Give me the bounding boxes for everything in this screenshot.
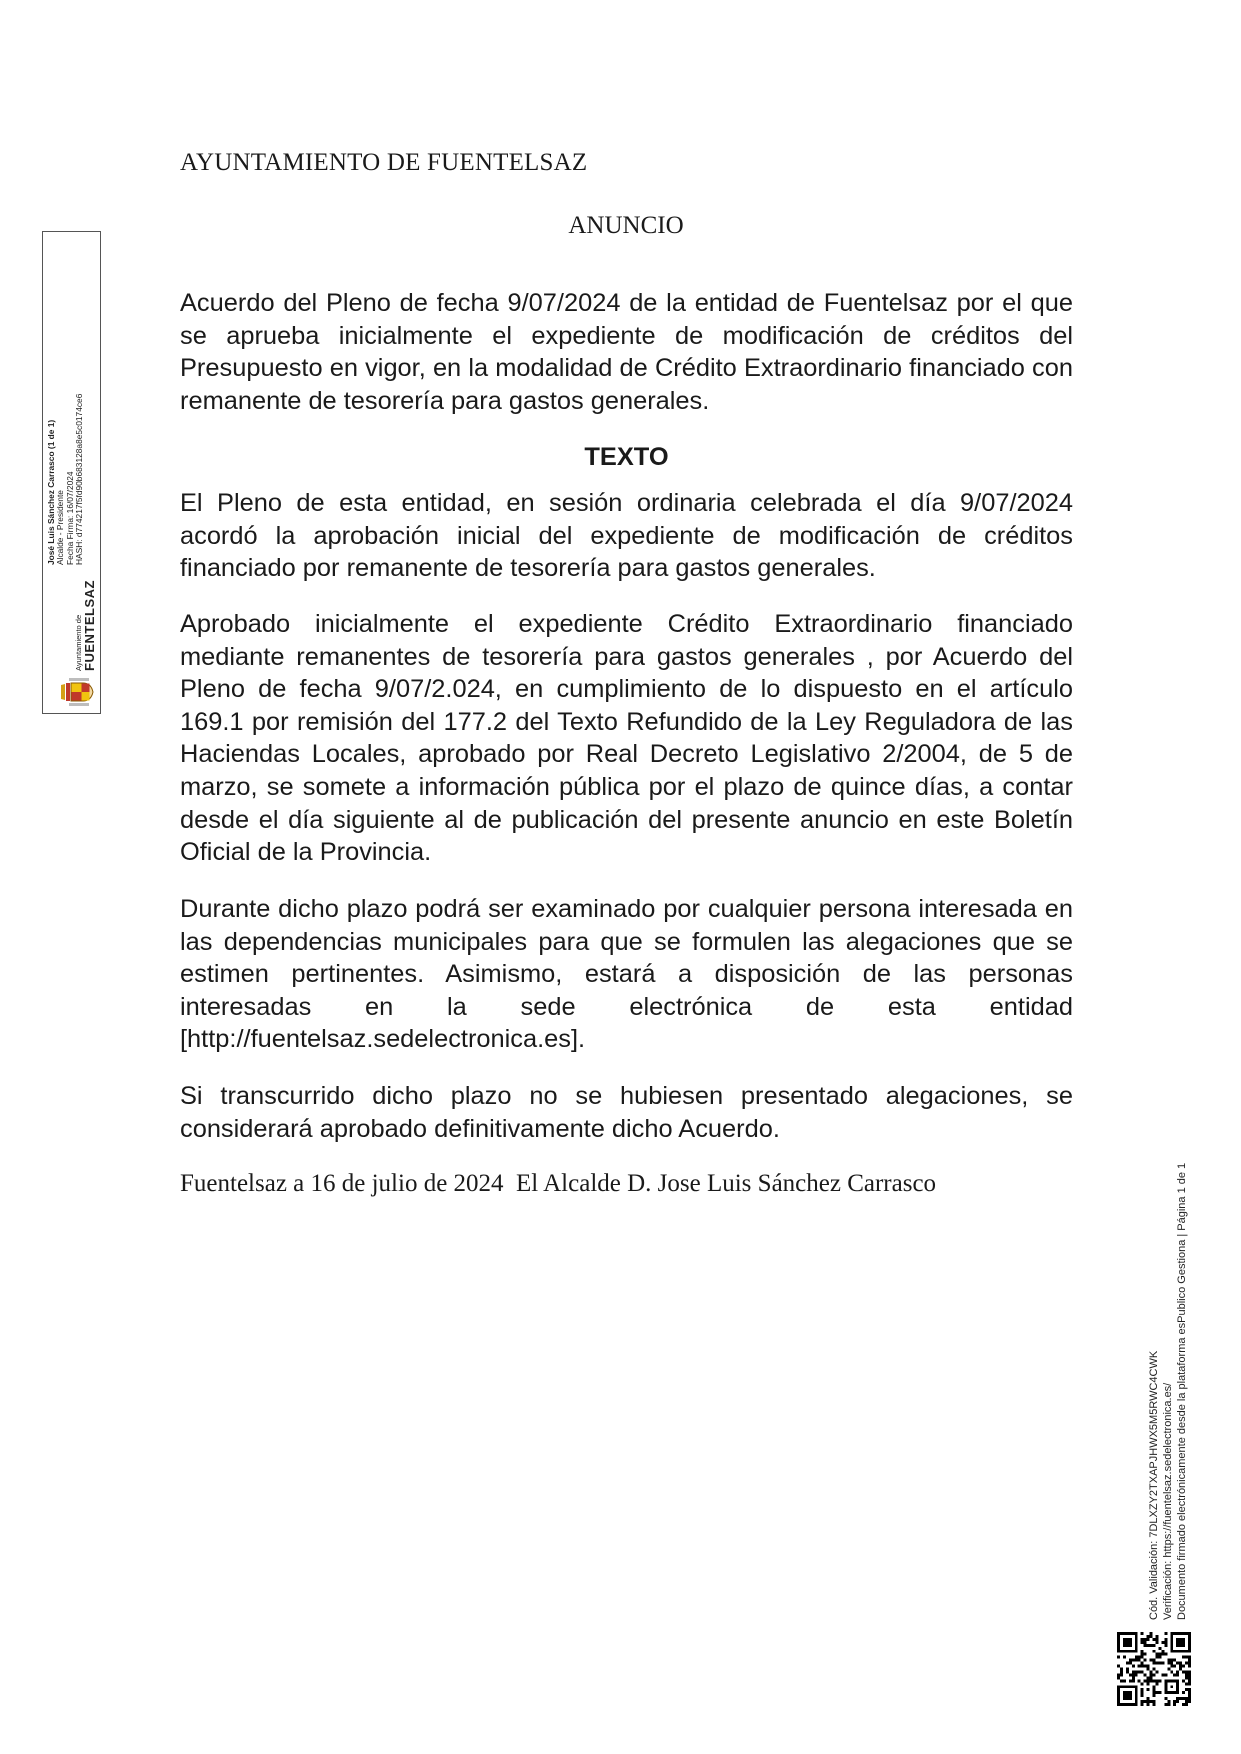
signature-stamp bbox=[42, 231, 101, 714]
stamp-signer-name: José Luis Sánchez Carrasco (1 de 1) bbox=[46, 419, 56, 565]
body-paragraph: Si transcurrido dicho plazo no se hubiesen presentado alegaciones, se considerará aprobado definitivamente dicho Acuerdo. bbox=[180, 1082, 1073, 1143]
verification-footer: Documento firmado electrónicamente desde la plataforma esPublico Gestiona | Página 1 de 1 bbox=[1176, 1162, 1189, 1620]
signature-stamp-content bbox=[43, 232, 102, 715]
stamp-hash: HASH: d774217f5fd90b683128a8e5c0174ce6 bbox=[74, 393, 85, 565]
verification-block bbox=[1147, 1100, 1201, 1620]
body-paragraph: Aprobado inicialmente el expediente Crédito Extraordinario financiado mediante remanentes de tesorería para gastos generales , por Acuerdo del Pleno de fecha 9/07/2.024, en cumplimiento de lo dispuesto en el artículo 169.1 por remisión del 177.2 del Texto Refundido de la Ley Reguladora de las Haciendas Locales, aprobado por Real Decreto Legislativo 2/2004, de 5 de marzo, se somete a información pública por el plazo de quince días, a contar desde el día siguiente al de publicación del presente anuncio en este Boletín Oficial de la Provincia. bbox=[180, 610, 1073, 867]
verification-content bbox=[1147, 1100, 1201, 1620]
section-title: TEXTO bbox=[584, 443, 669, 471]
body-paragraph: Durante dicho plazo podrá ser examinado por cualquier persona interesada en las dependencias municipales para que se formulen las alegaciones que se estimen pertinentes. Asimismo, estará a disposición de las personas interesadas en la sede electrónica de esta entidad [http://fuentelsaz.sedelectronica.es]. bbox=[180, 895, 1073, 1054]
verification-url[interactable]: Verificación: https://fuentelsaz.sedelectronica.es/ bbox=[1162, 1382, 1175, 1620]
stamp-signer-details bbox=[47, 394, 85, 565]
verification-code: Cód. Validación: 7DLXZY2TXAPJHWX5M5RWC4CWK bbox=[1148, 1350, 1160, 1620]
qr-code-icon[interactable] bbox=[1117, 1632, 1191, 1706]
coat-of-arms-icon bbox=[57, 677, 95, 707]
organization-header: AYUNTAMIENTO DE FUENTELSAZ bbox=[180, 149, 588, 176]
stamp-signer-role: Alcalde - Presidente bbox=[55, 490, 66, 565]
summary-paragraph: Acuerdo del Pleno de fecha 9/07/2024 de la entidad de Fuentelsaz por el que se aprueba inicialmente el expediente de modificación de créditos del Presupuesto en vigor, en la modalidad de Crédito Extraordinario financiado con remanente de tesorería para gastos generales. bbox=[180, 289, 1073, 415]
closing-signature-line: Fuentelsaz a 16 de julio de 2024 El Alcalde D. Jose Luis Sánchez Carrasco bbox=[180, 1170, 937, 1197]
stamp-ayuntamiento-label: Ayuntamiento de bbox=[74, 614, 83, 671]
document-kind: ANUNCIO bbox=[568, 212, 684, 239]
body-paragraph: El Pleno de esta entidad, en sesión ordinaria celebrada el día 9/07/2024 acordó la aprobación inicial del expediente de modificación de créditos financiado por remanente de tesorería para gastos generales. bbox=[180, 489, 1073, 583]
stamp-sign-date: Fecha Firma: 16/07/2024 bbox=[64, 471, 75, 565]
stamp-ayuntamiento-name: FUENTELSAZ bbox=[82, 580, 97, 671]
